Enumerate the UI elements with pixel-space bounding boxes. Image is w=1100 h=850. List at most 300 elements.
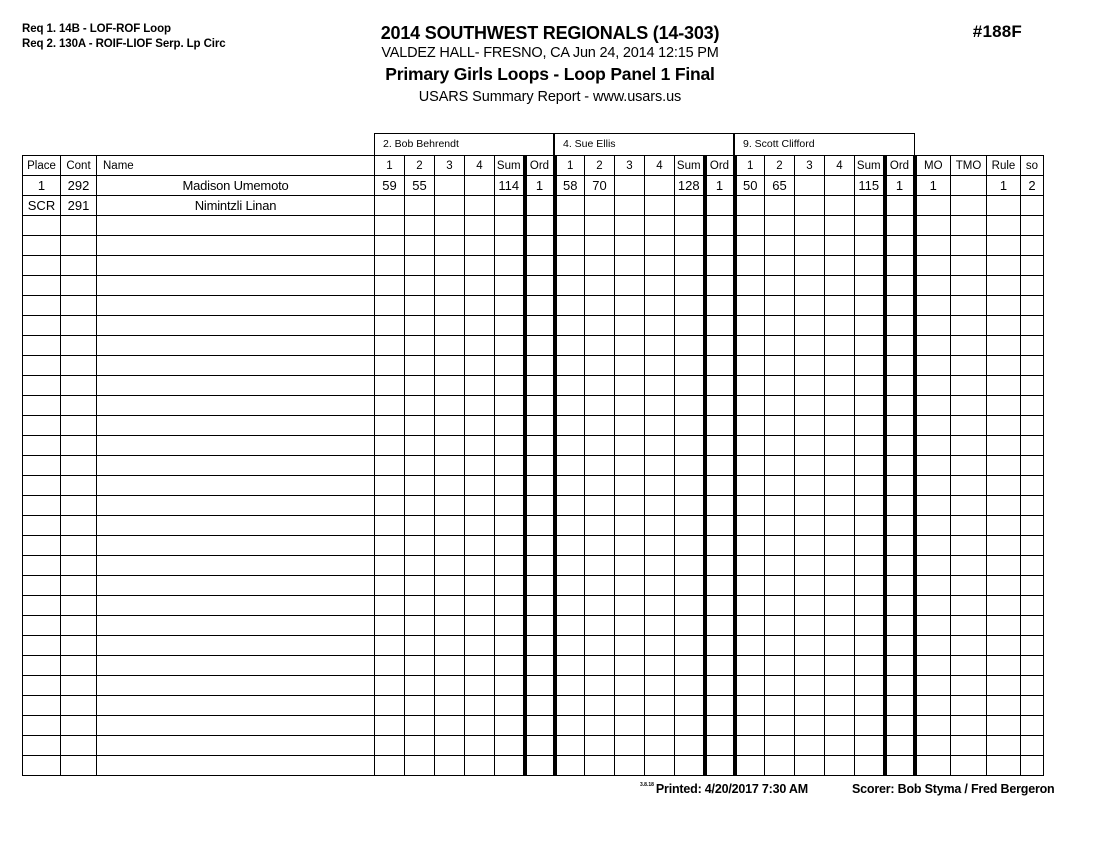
cell-j2-ord bbox=[705, 456, 735, 476]
cell-j1-mark-3 bbox=[435, 216, 465, 236]
cell-so bbox=[1021, 636, 1044, 656]
cell-j2-mark-2 bbox=[585, 736, 615, 756]
cell-place bbox=[23, 476, 61, 496]
cell-j3-ord bbox=[885, 736, 915, 756]
cell-j3-mark-1 bbox=[735, 636, 765, 656]
cell-j2-mark-3 bbox=[615, 416, 645, 436]
cell-mo bbox=[915, 316, 951, 336]
col-header-j3-sum: Sum bbox=[855, 156, 885, 176]
cell-j2-mark-3 bbox=[615, 256, 645, 276]
cell-j2-ord bbox=[705, 236, 735, 256]
cell-j3-sum bbox=[855, 556, 885, 576]
cell-j3-sum bbox=[855, 196, 885, 216]
cell-j1-mark-3 bbox=[435, 716, 465, 736]
cell-place bbox=[23, 256, 61, 276]
cell-j1-mark-2 bbox=[405, 336, 435, 356]
scorer-info: Scorer: Bob Styma / Fred Bergeron bbox=[852, 782, 1055, 796]
cell-j1-mark-2 bbox=[405, 716, 435, 736]
cell-j2-sum bbox=[675, 556, 705, 576]
cell-j3-sum bbox=[855, 516, 885, 536]
cell-j1-mark-1 bbox=[375, 236, 405, 256]
cell-rule bbox=[987, 316, 1021, 336]
cell-j1-mark-3 bbox=[435, 676, 465, 696]
cell-j3-mark-3 bbox=[795, 436, 825, 456]
table-row bbox=[23, 716, 1044, 736]
cell-rule bbox=[987, 476, 1021, 496]
table-row bbox=[23, 436, 1044, 456]
cell-rule bbox=[987, 656, 1021, 676]
cell-rule bbox=[987, 716, 1021, 736]
cell-j3-ord bbox=[885, 296, 915, 316]
cell-cont bbox=[61, 396, 97, 416]
cell-mo bbox=[915, 716, 951, 736]
cell-j3-mark-3 bbox=[795, 656, 825, 676]
cell-tmo bbox=[951, 476, 987, 496]
cell-so bbox=[1021, 756, 1044, 776]
cell-j1-sum bbox=[495, 536, 525, 556]
cell-so bbox=[1021, 496, 1044, 516]
cell-j2-mark-1 bbox=[555, 696, 585, 716]
cell-name bbox=[97, 676, 375, 696]
cell-name: Nimintzli Linan bbox=[97, 196, 375, 216]
cell-j1-ord: 1 bbox=[525, 176, 555, 196]
cell-place bbox=[23, 216, 61, 236]
cell-j2-mark-2 bbox=[585, 676, 615, 696]
cell-cont bbox=[61, 376, 97, 396]
cell-place bbox=[23, 416, 61, 436]
cell-j3-ord bbox=[885, 596, 915, 616]
cell-j2-mark-4 bbox=[645, 696, 675, 716]
cell-j2-mark-3 bbox=[615, 756, 645, 776]
cell-j2-ord bbox=[705, 696, 735, 716]
cell-j3-mark-4 bbox=[825, 356, 855, 376]
cell-j3-mark-2 bbox=[765, 356, 795, 376]
cell-j3-mark-1 bbox=[735, 476, 765, 496]
cell-j1-ord bbox=[525, 216, 555, 236]
cell-j1-mark-1 bbox=[375, 516, 405, 536]
cell-rule bbox=[987, 296, 1021, 316]
cell-j2-mark-3 bbox=[615, 536, 645, 556]
cell-name bbox=[97, 276, 375, 296]
cell-j2-mark-2 bbox=[585, 376, 615, 396]
cell-j3-mark-2 bbox=[765, 316, 795, 336]
cell-tmo bbox=[951, 596, 987, 616]
table-row bbox=[23, 376, 1044, 396]
cell-j3-mark-3 bbox=[795, 416, 825, 436]
cell-j2-mark-4 bbox=[645, 276, 675, 296]
table-row bbox=[23, 216, 1044, 236]
cell-j2-sum bbox=[675, 596, 705, 616]
cell-j1-sum bbox=[495, 336, 525, 356]
cell-mo bbox=[915, 636, 951, 656]
cell-j3-ord bbox=[885, 516, 915, 536]
cell-tmo bbox=[951, 756, 987, 776]
cell-rule bbox=[987, 616, 1021, 636]
cell-j3-mark-1 bbox=[735, 616, 765, 636]
table-row bbox=[23, 416, 1044, 436]
cell-mo bbox=[915, 356, 951, 376]
cell-j3-mark-3 bbox=[795, 476, 825, 496]
cell-tmo bbox=[951, 676, 987, 696]
cell-j1-mark-3 bbox=[435, 336, 465, 356]
cell-cont bbox=[61, 216, 97, 236]
cell-j1-sum bbox=[495, 376, 525, 396]
cell-j2-mark-3 bbox=[615, 476, 645, 496]
cell-j2-mark-4 bbox=[645, 316, 675, 336]
cell-j2-sum bbox=[675, 516, 705, 536]
cell-j3-mark-2: 65 bbox=[765, 176, 795, 196]
cell-rule bbox=[987, 376, 1021, 396]
cell-j2-mark-4 bbox=[645, 356, 675, 376]
cell-j1-mark-1 bbox=[375, 596, 405, 616]
cell-j3-mark-1 bbox=[735, 316, 765, 336]
cell-j1-mark-1 bbox=[375, 696, 405, 716]
cell-j2-sum bbox=[675, 616, 705, 636]
cell-j1-mark-2 bbox=[405, 756, 435, 776]
cell-j1-mark-1 bbox=[375, 216, 405, 236]
cell-j1-mark-2 bbox=[405, 696, 435, 716]
cell-j3-ord bbox=[885, 636, 915, 656]
cell-j2-ord bbox=[705, 416, 735, 436]
judge-banner-strip bbox=[22, 133, 1034, 155]
cell-j3-mark-4 bbox=[825, 556, 855, 576]
cell-j1-mark-4 bbox=[465, 716, 495, 736]
cell-j3-mark-2 bbox=[765, 396, 795, 416]
col-header-j3-mark-3: 3 bbox=[795, 156, 825, 176]
cell-j3-mark-3 bbox=[795, 676, 825, 696]
cell-j2-ord bbox=[705, 576, 735, 596]
cell-place bbox=[23, 536, 61, 556]
cell-j1-sum bbox=[495, 416, 525, 436]
cell-j2-sum bbox=[675, 536, 705, 556]
cell-j3-mark-3 bbox=[795, 216, 825, 236]
cell-j1-ord bbox=[525, 496, 555, 516]
event-code-badge: #188F bbox=[972, 22, 1022, 41]
cell-rule bbox=[987, 396, 1021, 416]
cell-name bbox=[97, 316, 375, 336]
cell-j2-mark-2 bbox=[585, 296, 615, 316]
cell-place: 1 bbox=[23, 176, 61, 196]
cell-j1-sum bbox=[495, 496, 525, 516]
col-header-place: Place bbox=[23, 156, 61, 176]
cell-tmo bbox=[951, 196, 987, 216]
cell-j3-mark-3 bbox=[795, 256, 825, 276]
cell-j2-mark-4 bbox=[645, 216, 675, 236]
cell-j1-ord bbox=[525, 696, 555, 716]
cell-j2-mark-4 bbox=[645, 596, 675, 616]
cell-rule bbox=[987, 436, 1021, 456]
cell-j1-mark-4 bbox=[465, 556, 495, 576]
cell-j2-ord bbox=[705, 436, 735, 456]
cell-j2-ord bbox=[705, 556, 735, 576]
table-row bbox=[23, 456, 1044, 476]
report-header bbox=[0, 0, 1100, 130]
cell-so bbox=[1021, 556, 1044, 576]
cell-j1-mark-2 bbox=[405, 456, 435, 476]
cell-j3-mark-4 bbox=[825, 736, 855, 756]
cell-j3-sum bbox=[855, 576, 885, 596]
cell-j2-mark-1 bbox=[555, 376, 585, 396]
cell-j2-sum bbox=[675, 216, 705, 236]
cell-j2-mark-1 bbox=[555, 196, 585, 216]
cell-j3-ord bbox=[885, 556, 915, 576]
cell-j2-sum bbox=[675, 376, 705, 396]
cell-j3-mark-3 bbox=[795, 356, 825, 376]
cell-j3-mark-4 bbox=[825, 276, 855, 296]
cell-j3-mark-3 bbox=[795, 196, 825, 216]
cell-cont bbox=[61, 516, 97, 536]
cell-j2-mark-1 bbox=[555, 716, 585, 736]
cell-j1-mark-3 bbox=[435, 696, 465, 716]
cell-j3-mark-4 bbox=[825, 376, 855, 396]
cell-place bbox=[23, 456, 61, 476]
cell-mo bbox=[915, 736, 951, 756]
cell-j2-mark-2 bbox=[585, 696, 615, 716]
cell-j3-mark-3 bbox=[795, 696, 825, 716]
table-row bbox=[23, 476, 1044, 496]
cell-rule bbox=[987, 356, 1021, 376]
cell-j3-mark-1 bbox=[735, 276, 765, 296]
cell-j2-mark-1 bbox=[555, 536, 585, 556]
col-header-j2-mark-3: 3 bbox=[615, 156, 645, 176]
cell-j3-mark-1 bbox=[735, 376, 765, 396]
cell-cont bbox=[61, 656, 97, 676]
cell-place bbox=[23, 316, 61, 336]
cell-j3-mark-1 bbox=[735, 236, 765, 256]
cell-j1-ord bbox=[525, 376, 555, 396]
table-row bbox=[23, 736, 1044, 756]
cell-j2-mark-2 bbox=[585, 276, 615, 296]
cell-j3-sum bbox=[855, 736, 885, 756]
cell-j2-ord bbox=[705, 216, 735, 236]
cell-j1-mark-1 bbox=[375, 316, 405, 336]
cell-j1-mark-3 bbox=[435, 296, 465, 316]
cell-place bbox=[23, 556, 61, 576]
cell-rule bbox=[987, 256, 1021, 276]
cell-j2-mark-3 bbox=[615, 736, 645, 756]
col-header-so: so bbox=[1021, 156, 1044, 176]
cell-j3-ord bbox=[885, 676, 915, 696]
cell-name bbox=[97, 576, 375, 596]
cell-j2-mark-1 bbox=[555, 736, 585, 756]
cell-j2-mark-3 bbox=[615, 576, 645, 596]
cell-j3-sum bbox=[855, 236, 885, 256]
cell-tmo bbox=[951, 376, 987, 396]
cell-so bbox=[1021, 296, 1044, 316]
col-header-j1-ord: Ord bbox=[525, 156, 555, 176]
cell-j2-mark-3 bbox=[615, 376, 645, 396]
cell-j1-mark-3 bbox=[435, 496, 465, 516]
cell-place bbox=[23, 376, 61, 396]
cell-j1-ord bbox=[525, 436, 555, 456]
cell-j3-mark-1 bbox=[735, 356, 765, 376]
cell-cont: 291 bbox=[61, 196, 97, 216]
cell-j2-mark-3 bbox=[615, 216, 645, 236]
cell-j1-mark-4 bbox=[465, 696, 495, 716]
cell-cont bbox=[61, 476, 97, 496]
cell-place bbox=[23, 636, 61, 656]
cell-j1-sum bbox=[495, 656, 525, 676]
cell-cont bbox=[61, 696, 97, 716]
cell-j3-mark-1 bbox=[735, 656, 765, 676]
cell-j3-mark-3 bbox=[795, 316, 825, 336]
cell-j1-mark-4 bbox=[465, 176, 495, 196]
cell-j3-mark-4 bbox=[825, 296, 855, 316]
cell-name bbox=[97, 656, 375, 676]
cell-so bbox=[1021, 236, 1044, 256]
cell-j1-ord bbox=[525, 196, 555, 216]
cell-j2-mark-2 bbox=[585, 536, 615, 556]
cell-j1-mark-4 bbox=[465, 236, 495, 256]
cell-tmo bbox=[951, 176, 987, 196]
requirement-line-2: Req 2. 130A - ROIF-LIOF Serp. Lp Circ bbox=[22, 38, 226, 50]
cell-j2-ord bbox=[705, 496, 735, 516]
cell-j2-ord bbox=[705, 396, 735, 416]
cell-j3-mark-4 bbox=[825, 216, 855, 236]
cell-j1-ord bbox=[525, 276, 555, 296]
cell-j1-mark-2: 55 bbox=[405, 176, 435, 196]
cell-name bbox=[97, 296, 375, 316]
cell-so bbox=[1021, 596, 1044, 616]
cell-cont bbox=[61, 636, 97, 656]
table-row bbox=[23, 356, 1044, 376]
cell-j2-ord bbox=[705, 536, 735, 556]
cell-j1-mark-3 bbox=[435, 316, 465, 336]
cell-j3-mark-2 bbox=[765, 336, 795, 356]
cell-j2-mark-3 bbox=[615, 436, 645, 456]
cell-tmo bbox=[951, 416, 987, 436]
cell-j3-mark-1 bbox=[735, 516, 765, 536]
cell-j2-mark-1 bbox=[555, 636, 585, 656]
cell-j1-ord bbox=[525, 516, 555, 536]
cell-j2-sum bbox=[675, 456, 705, 476]
cell-name: Madison Umemoto bbox=[97, 176, 375, 196]
cell-j3-ord bbox=[885, 236, 915, 256]
cell-j1-sum bbox=[495, 356, 525, 376]
cell-j1-sum bbox=[495, 216, 525, 236]
cell-j3-mark-4 bbox=[825, 536, 855, 556]
cell-j3-ord bbox=[885, 496, 915, 516]
cell-j1-mark-2 bbox=[405, 256, 435, 276]
cell-j2-mark-3 bbox=[615, 696, 645, 716]
cell-mo bbox=[915, 396, 951, 416]
cell-j3-sum bbox=[855, 656, 885, 676]
cell-j1-mark-4 bbox=[465, 536, 495, 556]
cell-j2-ord bbox=[705, 196, 735, 216]
cell-name bbox=[97, 536, 375, 556]
cell-j1-mark-4 bbox=[465, 596, 495, 616]
cell-j3-ord bbox=[885, 356, 915, 376]
cell-j3-mark-1 bbox=[735, 336, 765, 356]
cell-name bbox=[97, 516, 375, 536]
cell-cont bbox=[61, 336, 97, 356]
cell-j1-mark-3 bbox=[435, 436, 465, 456]
cell-j2-mark-3 bbox=[615, 276, 645, 296]
col-header-j2-ord: Ord bbox=[705, 156, 735, 176]
cell-j1-sum bbox=[495, 716, 525, 736]
cell-j3-mark-2 bbox=[765, 236, 795, 256]
cell-j2-mark-2 bbox=[585, 436, 615, 456]
cell-tmo bbox=[951, 656, 987, 676]
cell-j3-mark-1 bbox=[735, 216, 765, 236]
cell-j2-sum bbox=[675, 656, 705, 676]
cell-j2-ord bbox=[705, 336, 735, 356]
cell-tmo bbox=[951, 236, 987, 256]
cell-j2-mark-3 bbox=[615, 456, 645, 476]
cell-j1-mark-1 bbox=[375, 636, 405, 656]
cell-j1-mark-3 bbox=[435, 456, 465, 476]
cell-j2-mark-4 bbox=[645, 636, 675, 656]
cell-place bbox=[23, 396, 61, 416]
cell-so bbox=[1021, 336, 1044, 356]
cell-j1-mark-2 bbox=[405, 556, 435, 576]
cell-j3-mark-3 bbox=[795, 236, 825, 256]
cell-j1-mark-2 bbox=[405, 536, 435, 556]
cell-name bbox=[97, 476, 375, 496]
requirement-line-1: Req 1. 14B - LOF-ROF Loop bbox=[22, 23, 171, 35]
cell-j2-mark-2 bbox=[585, 636, 615, 656]
cell-j2-ord bbox=[705, 516, 735, 536]
cell-j1-sum bbox=[495, 476, 525, 496]
cell-tmo bbox=[951, 316, 987, 336]
cell-j3-mark-4 bbox=[825, 436, 855, 456]
cell-rule bbox=[987, 736, 1021, 756]
cell-j2-mark-3 bbox=[615, 716, 645, 736]
cell-j2-sum bbox=[675, 436, 705, 456]
cell-j2-mark-1 bbox=[555, 456, 585, 476]
cell-j1-mark-4 bbox=[465, 416, 495, 436]
cell-so bbox=[1021, 256, 1044, 276]
cell-rule bbox=[987, 276, 1021, 296]
cell-tmo bbox=[951, 276, 987, 296]
cell-j3-mark-1 bbox=[735, 696, 765, 716]
cell-j3-mark-1 bbox=[735, 196, 765, 216]
cell-j2-mark-4 bbox=[645, 676, 675, 696]
cell-j1-mark-3 bbox=[435, 276, 465, 296]
cell-j3-mark-4 bbox=[825, 456, 855, 476]
cell-place bbox=[23, 436, 61, 456]
cell-name bbox=[97, 596, 375, 616]
cell-j1-mark-2 bbox=[405, 676, 435, 696]
cell-j3-sum bbox=[855, 436, 885, 456]
cell-tmo bbox=[951, 456, 987, 476]
cell-j1-ord bbox=[525, 476, 555, 496]
cell-j2-mark-2 bbox=[585, 476, 615, 496]
cell-j2-mark-3 bbox=[615, 196, 645, 216]
cell-j1-mark-2 bbox=[405, 416, 435, 436]
cell-j3-mark-1 bbox=[735, 556, 765, 576]
cell-j2-sum bbox=[675, 676, 705, 696]
cell-j2-ord bbox=[705, 376, 735, 396]
cell-j2-mark-3 bbox=[615, 336, 645, 356]
cell-j2-mark-4 bbox=[645, 516, 675, 536]
cell-tmo bbox=[951, 696, 987, 716]
cell-mo bbox=[915, 376, 951, 396]
cell-j1-mark-3 bbox=[435, 736, 465, 756]
cell-j2-sum bbox=[675, 416, 705, 436]
cell-tmo bbox=[951, 436, 987, 456]
cell-name bbox=[97, 456, 375, 476]
cell-j2-mark-2 bbox=[585, 416, 615, 436]
cell-j3-mark-4 bbox=[825, 616, 855, 636]
cell-j3-ord bbox=[885, 436, 915, 456]
cell-j3-mark-4 bbox=[825, 476, 855, 496]
cell-name bbox=[97, 236, 375, 256]
cell-cont bbox=[61, 356, 97, 376]
cell-j1-mark-4 bbox=[465, 396, 495, 416]
table-row bbox=[23, 576, 1044, 596]
cell-j2-mark-4 bbox=[645, 576, 675, 596]
